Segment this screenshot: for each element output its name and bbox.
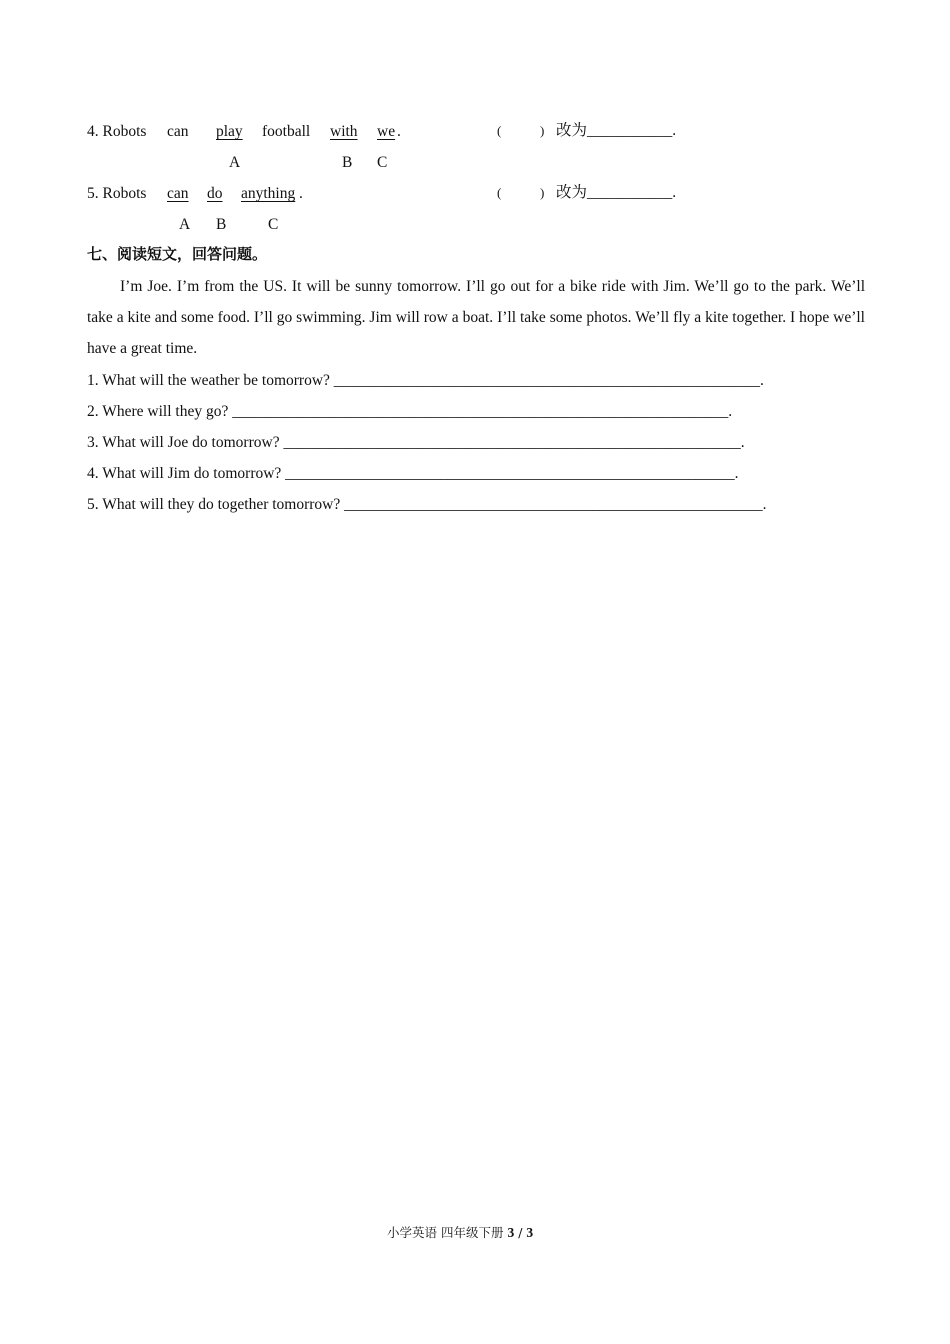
q5-label-b: B xyxy=(216,216,227,233)
q5-label-c: C xyxy=(268,216,279,233)
q4-bracket-close: ) xyxy=(540,123,545,138)
question-2: 2. Where will they go? ________________________________________________________________. xyxy=(87,403,733,420)
q4-word-play-underlined: play xyxy=(216,123,243,140)
q5-word-anything-underlined: anything xyxy=(241,185,296,202)
q4-bracket-open: ( xyxy=(497,123,502,138)
footer-separator: / xyxy=(518,1225,523,1240)
q5-bracket-open: ( xyxy=(497,185,502,200)
q4-word-can: can xyxy=(167,123,189,140)
footer-page-total: 3 xyxy=(526,1225,534,1240)
q4-label-b: B xyxy=(342,154,353,171)
q4-word-we-underlined: we xyxy=(377,123,396,140)
question-1: 1. What will the weather be tomorrow? _______________________________________________________. xyxy=(87,372,764,389)
q4-change-to-blank: 改为___________. xyxy=(556,122,677,139)
q5-bracket-close: ) xyxy=(540,185,545,200)
footer-page-number: 3 xyxy=(507,1225,515,1240)
q4-word-with-underlined: with xyxy=(330,123,358,140)
question-3: 3. What will Joe do tomorrow? ___________________________________________________________. xyxy=(87,434,745,451)
q5-period: . xyxy=(299,185,303,202)
footer-title: 小学英语 四年级下册 xyxy=(387,1225,504,1240)
q4-label-c: C xyxy=(377,154,388,171)
q4-label-a: A xyxy=(229,154,241,171)
q5-label-a: A xyxy=(179,216,191,233)
q5-word-do-underlined: do xyxy=(207,185,223,202)
page-footer xyxy=(387,1226,533,1240)
reading-passage: I’m Joe. I’m from the US. It will be sunny tomorrow. I’ll go out for a bike ride with Jim. We’ll go to the park. We’ll take a kite and some food. I’ll go swimming. Jim will row a boat. I’ll take some photos. We’ll fly a kite together. I hope we’ll have a great time. xyxy=(87,278,865,357)
question-4: 4. What will Jim do tomorrow? __________________________________________________________. xyxy=(87,465,739,482)
q5-word-can-underlined: can xyxy=(167,185,189,202)
q4-word-football: football xyxy=(262,123,311,140)
q4-number: 4. Robots xyxy=(87,123,147,140)
q4-period: . xyxy=(397,123,401,140)
q5-change-to-blank: 改为___________. xyxy=(556,184,677,201)
question-5: 5. What will they do together tomorrow? ______________________________________________________. xyxy=(87,496,767,513)
q5-number: 5. Robots xyxy=(87,185,147,202)
section-heading: 七、阅读短文，回答问题。 xyxy=(87,245,268,263)
